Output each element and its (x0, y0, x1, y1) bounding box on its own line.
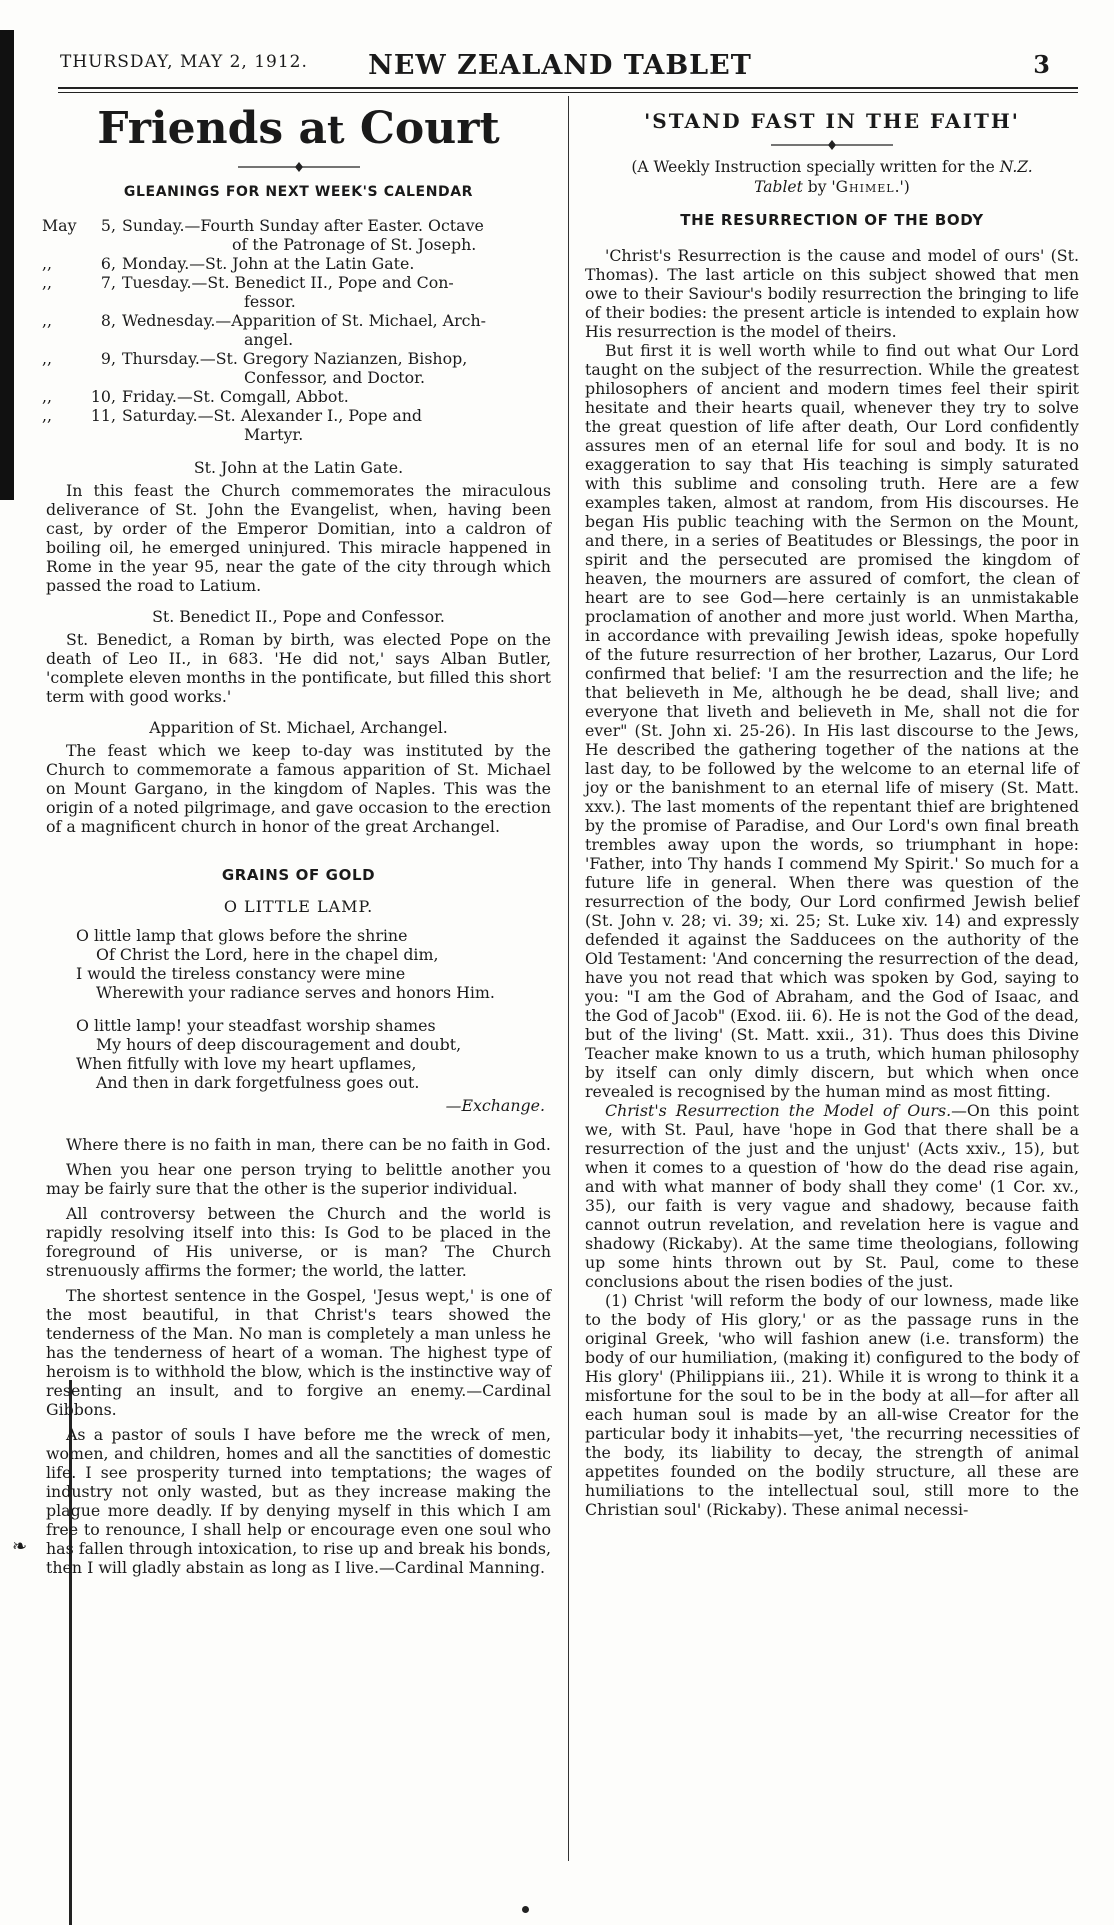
poem-credit: —Exchange. (445, 1096, 545, 1115)
calendar-entry: ,, 7, Tuesday.—St. Benedict II., Pope and Con- fessor. (42, 273, 454, 311)
paragraph: 'Christ's Resurrection is the cause and model of ours' (St. Thomas). The last article on this subject showed that men owe to their Saviour's bodily resurrection the bringing to life of their bodies: the present article is intended to explain how His resurrection is the model of theirs. (585, 246, 1079, 341)
paragraph: All controversy between the Church and the world is rapidly resolving itself into this: Is God to be placed in the foreground of His universe, or is man? The Church strenuously affirms the former; the world, the latter. (46, 1204, 551, 1280)
ornament-divider (767, 139, 897, 151)
right-column (585, 96, 1079, 1519)
column-divider (568, 96, 569, 1861)
calendar-entry: ,, 6, Monday.—St. John at the Latin Gate. (42, 254, 415, 273)
instruction-intro: (A Weekly Instruction specially written for the N.Z. Tablet by 'Ghimel.') (631, 158, 1033, 196)
friends-at-court-title: Friends at Court (97, 103, 500, 154)
binding-edge (0, 30, 14, 500)
calendar-list (42, 216, 551, 444)
page-dot (522, 1906, 529, 1913)
header-rule (58, 87, 1078, 89)
paragraph: When you hear one person trying to belittle another you may be fairly sure that the other is the superior individual. (46, 1160, 551, 1198)
stand-fast-title: 'STAND FAST IN THE FAITH' (644, 109, 1020, 133)
gleanings-heading: GLEANINGS FOR NEXT WEEK'S CALENDAR (123, 184, 474, 200)
calendar-entry: May 5, Sunday.—Fourth Sunday after Easter. Octave of the Patronage of St. Joseph. (42, 216, 484, 254)
ornament-divider (234, 161, 364, 173)
resurrection-heading: THE RESURRECTION OF THE BODY (680, 211, 984, 229)
paragraph: Where there is no faith in man, there can be no faith in God. (66, 1135, 551, 1154)
poem-stanza: O little lamp! your steadfast worship shames My hours of deep discouragement and doubt, When fitfully with love my heart upflames, And then in dark forgetfulness goes out. (76, 1016, 462, 1092)
paragraph: The shortest sentence in the Gospel, 'Jesus wept,' is one of the most beautiful, in that Christ's tears showed the tenderness of the Man. No man is completely a man unless he has the tenderness of heart of a woman. The highest type of heroism is to withhold the blow, which is the instinctive way of resenting an insult, and to forgive an enemy.—Cardinal Gibbons. (46, 1286, 551, 1419)
paragraph: (1) Christ 'will reform the body of our lowness, made like to the body of His glory,' or as the passage runs in the original Greek, 'who will fashion anew (i.e. transform) the body of our humiliation, (making it) configured to the body of His glory' (Philippians iii., 21). While it is wrong to think it a misfortune for the soul to be in the body at all—for after all each human soul is made by an all-wise Creator for the particular body it inhabits—yet, 'the recurring necessities of the body, its liability to decay, the strength of animal appetites founded on the bodily structure, all these are humiliations to the intellectual soul, still more to the Christian soul' (Rickaby). These animal necessi- (585, 1291, 1079, 1519)
feast-title: Apparition of St. Michael, Archangel. (149, 718, 448, 737)
page-number: 3 (1033, 50, 1050, 79)
feast-title: St. John at the Latin Gate. (193, 458, 404, 477)
newspaper-title: NEW ZEALAND TABLET (368, 50, 752, 81)
calendar-entry: ,, 8, Wednesday.—Apparition of St. Michael, Arch- angel. (42, 311, 486, 349)
poem-title: O LITTLE LAMP. (223, 897, 374, 916)
grains-of-gold-heading: GRAINS OF GOLD (221, 866, 376, 884)
margin-mark: ❧ (12, 1536, 28, 1557)
masthead (40, 50, 1080, 86)
left-column (42, 96, 551, 1577)
feast-text: The feast which we keep to-day was instituted by the Church to commemorate a famous apparition of St. Michael on Mount Gargano, in the kingdom of Naples. This was the origin of a noted pilgrimage, and gave occasion to the erection of a magnificent church in honor of the great Archangel. (46, 741, 551, 836)
paragraph: As a pastor of souls I have before me the wreck of men, women, and children, homes and all the sanctities of domestic life. I see prosperity turned into temptations; the wages of industry not only wasted, but as they increase making the plague more deadly. If by denying myself in this which I am free to renounce, I shall help or encourage even one soul who has fallen through intoxication, to rise up and break his bonds, then I will gladly abstain as long as I live.—Cardinal Manning. (46, 1425, 551, 1577)
calendar-entry: ,, 10, Friday.—St. Comgall, Abbot. (42, 387, 349, 406)
feast-text: St. Benedict, a Roman by birth, was elected Pope on the death of Leo II., in 683. 'He did not,' says Alban Butler, 'complete eleven months in the pontificate, but filled this short term with good works.' (46, 630, 551, 706)
paragraph: Christ's Resurrection the Model of Ours.—On this point we, with St. Paul, have 'hope in God that there shall be a resurrection of the just and the unjust' (Acts xxiv., 15), but when it comes to a question of 'how do the dead rise again, and with what manner of body shall they come' (1 Cor. xv., 35), our faith is very vague and shadowy, because faith cannot outrun revelation, and revelation here is vague and shadowy (Rickaby). At the same time theologians, following up some hints thrown out by St. Paul, come to these conclusions about the risen bodies of the just. (585, 1101, 1080, 1291)
paragraph: But first it is well worth while to find out what Our Lord taught on the subject of the resurrection. While the greatest philosophers of ancient and modern times feel their spirit hesitate and their hearts quail, whenever they try to solve the great question of life after death, Our Lord confidently assures men of an eternal life for soul and body. It is no exaggeration to say that His teaching is simply saturated with this sublime and consoling truth. Here are a few examples taken, almost at random, from His discourses. He began His public teaching with the Sermon on the Mount, and there, in a series of Beatitudes or Blessings, the poor in spirit and the persecuted are promised the kingdom of heaven, the mourners are assured of comfort, the clean of heart are to see God—here certainly is an unmistakable proclamation of another and more just world. When Martha, in accordance with prevailing Jewish ideas, spoke hopefully of the future resurrection of her brother, Lazarus, Our Lord confirmed that belief: 'I am the resurrection and the life; he that believeth in Me, although he be dead, shall live; and everyone that liveth and believeth in Me, shall not die for ever" (St. John xi. 25-26). In His last discourse to the Jews, He described the gathering together of the nations at the last day, to be followed by the welcome to an eternal life of joy or the banishment to an eternal life of misery (St. Matt. xxv.). The last moments of the repentant thief are brightened by the promise of Paradise, and Our Lord's own final breath trembles away upon the words, so triumphant in hope: 'Father, into Thy hands I commend My Spirit.' So much for a future life in general. When there was question of the resurrection of the body, Our Lord confirmed Jewish belief (St. John v. 28; vi. 39; xi. 25; St. Luke xiv. 14) and expressly defended it against the Sadducees on the authority of the Old Testament: 'And concerning the resurrection of the dead, have you not read that which was spoken by God, saying to you: "I am the God of Abraham, and the God of Isaac, and the God of Jacob" (Exod. iii. 6). He is not the God of the dead, but of the living' (St. Matt. xxii., 31). Thus does this Divine Teacher make known to us a truth, which human philosophy by itself can only dimly discern, but which when once revealed is recognised by the human mind as most fitting. (585, 341, 1079, 1101)
header-rule-thin (58, 92, 1078, 93)
poem-stanza: O little lamp that glows before the shrine Of Christ the Lord, here in the chapel dim, I would the tireless constancy were mine Wherewith your radiance serves and honors Him. (76, 926, 495, 1002)
calendar-entry: ,, 11, Saturday.—St. Alexander I., Pope and Martyr. (42, 406, 423, 444)
section-lead: Christ's Resurrection the Model of Ours. (605, 1101, 952, 1120)
issue-date: THURSDAY, MAY 2, 1912. (60, 52, 308, 72)
feast-text: In this feast the Church commemorates the miraculous deliverance of St. John the Evangelist, when, having been cast, by order of the Emperor Domitian, into a caldron of boiling oil, he emerged uninjured. This miracle happened in Rome in the year 95, near the gate of the city through which passed the road to Latium. (46, 481, 551, 595)
feast-title: St. Benedict II., Pope and Confessor. (152, 607, 445, 626)
calendar-entry: ,, 9, Thursday.—St. Gregory Nazianzen, Bishop, Confessor, and Doctor. (42, 349, 468, 387)
